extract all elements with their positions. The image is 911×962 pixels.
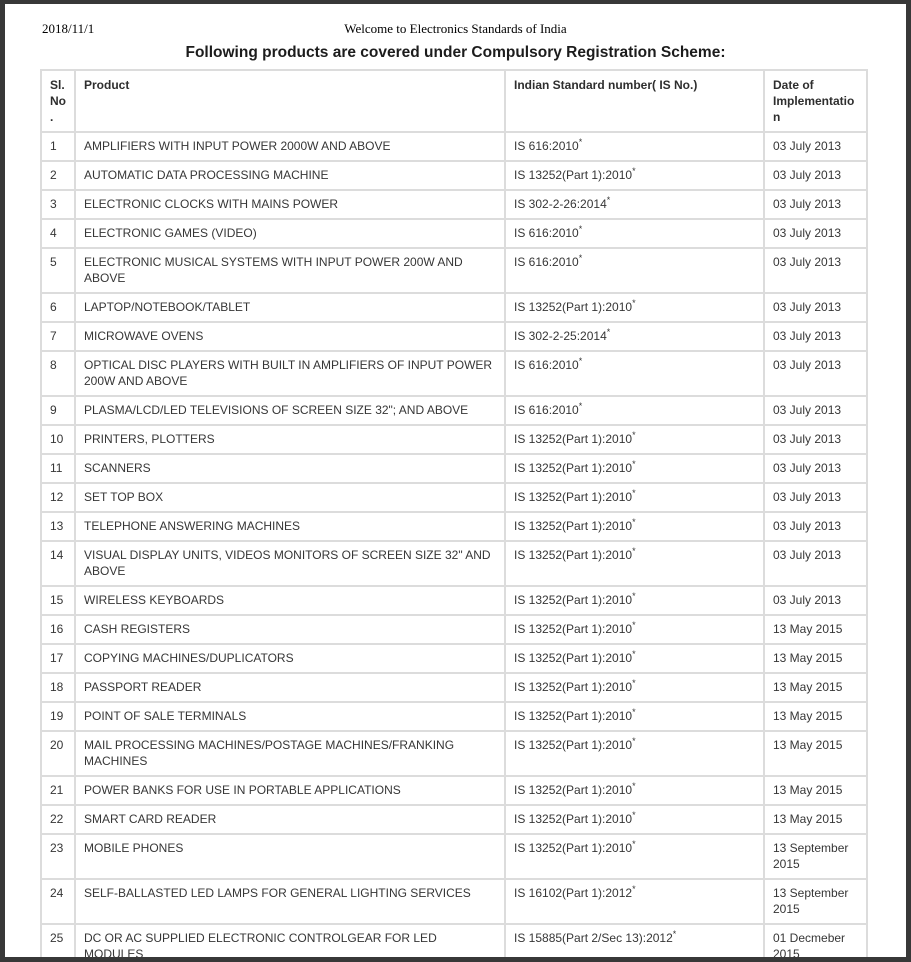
cell-date: 03 July 2013 <box>764 541 867 586</box>
table-row <box>41 483 867 512</box>
cell-product: OPTICAL DISC PLAYERS WITH BUILT IN AMPLIFIERS OF INPUT POWER 200W AND ABOVE <box>75 351 505 396</box>
cell-product: PRINTERS, PLOTTERS <box>75 425 505 454</box>
cell-sl-no: 21 <box>41 776 75 805</box>
footnote-asterisk: * <box>632 430 636 440</box>
cell-date: 03 July 2013 <box>764 586 867 615</box>
cell-date: 03 July 2013 <box>764 425 867 454</box>
table-row <box>41 132 867 161</box>
footnote-asterisk: * <box>578 253 583 263</box>
table-row <box>41 161 867 190</box>
cell-is-number: IS 616:2010* <box>505 351 764 396</box>
footnote-asterisk: * <box>632 546 636 556</box>
cell-product: ELECTRONIC CLOCKS WITH MAINS POWER <box>75 190 505 219</box>
cell-is-number: IS 13252(Part 1):2010* <box>505 776 764 805</box>
cell-product: SELF-BALLASTED LED LAMPS FOR GENERAL LIGHTING SERVICES <box>75 879 505 924</box>
cell-is-number: IS 302-2-25:2014* <box>505 322 764 351</box>
cell-product: MICROWAVE OVENS <box>75 322 505 351</box>
cell-is-number: IS 13252(Part 1):2010* <box>505 541 764 586</box>
cell-product: ELECTRONIC GAMES (VIDEO) <box>75 219 505 248</box>
footnote-asterisk: * <box>578 137 583 147</box>
cell-is-number: IS 616:2010* <box>505 396 764 425</box>
cell-sl-no: 13 <box>41 512 75 541</box>
table-row <box>41 586 867 615</box>
column-header-date: Date of Implementation <box>764 70 867 132</box>
cell-sl-no: 17 <box>41 644 75 673</box>
cell-sl-no: 6 <box>41 293 75 322</box>
footnote-asterisk: * <box>632 591 636 601</box>
cell-sl-no: 25 <box>41 924 75 962</box>
cell-is-number: IS 13252(Part 1):2010* <box>505 615 764 644</box>
cell-is-number: IS 13252(Part 1):2010* <box>505 805 764 834</box>
cell-sl-no: 5 <box>41 248 75 293</box>
cell-date: 03 July 2013 <box>764 293 867 322</box>
footnote-asterisk: * <box>578 356 583 366</box>
footnote-asterisk: * <box>632 166 636 176</box>
cell-date: 03 July 2013 <box>764 512 867 541</box>
footnote-asterisk: * <box>578 401 583 411</box>
cell-product: AMPLIFIERS WITH INPUT POWER 2000W AND ABOVE <box>75 132 505 161</box>
cell-sl-no: 23 <box>41 834 75 879</box>
cell-is-number: IS 13252(Part 1):2010* <box>505 161 764 190</box>
table-row <box>41 702 867 731</box>
cell-is-number: IS 15885(Part 2/Sec 13):2012* <box>505 924 764 962</box>
column-header-is-number: Indian Standard number( IS No.) <box>505 70 764 132</box>
table-row <box>41 834 867 879</box>
footnote-asterisk: * <box>606 327 611 337</box>
cell-date: 03 July 2013 <box>764 190 867 219</box>
cell-is-number: IS 13252(Part 1):2010* <box>505 702 764 731</box>
footnote-asterisk: * <box>632 707 636 717</box>
cell-sl-no: 10 <box>41 425 75 454</box>
table-row <box>41 351 867 396</box>
cell-product: MAIL PROCESSING MACHINES/POSTAGE MACHINES/FRANKING MACHINES <box>75 731 505 776</box>
column-header-sl-no: Sl. No. <box>41 70 75 132</box>
cell-product: DC OR AC SUPPLIED ELECTRONIC CONTROLGEAR FOR LED MODULES <box>75 924 505 962</box>
products-table <box>40 69 868 962</box>
table-row <box>41 673 867 702</box>
cell-date: 13 May 2015 <box>764 644 867 673</box>
footnote-asterisk: * <box>632 884 636 894</box>
table-row <box>41 512 867 541</box>
cell-is-number: IS 13252(Part 1):2010* <box>505 586 764 615</box>
cell-date: 03 July 2013 <box>764 161 867 190</box>
cell-is-number: IS 616:2010* <box>505 248 764 293</box>
cell-date: 03 July 2013 <box>764 396 867 425</box>
cell-sl-no: 8 <box>41 351 75 396</box>
cell-product: AUTOMATIC DATA PROCESSING MACHINE <box>75 161 505 190</box>
cell-is-number: IS 616:2010* <box>505 132 764 161</box>
footnote-asterisk: * <box>632 678 636 688</box>
footnote-asterisk: * <box>606 195 611 205</box>
column-header-product: Product <box>75 70 505 132</box>
table-row <box>41 924 867 962</box>
cell-sl-no: 7 <box>41 322 75 351</box>
cell-date: 13 May 2015 <box>764 776 867 805</box>
cell-product: TELEPHONE ANSWERING MACHINES <box>75 512 505 541</box>
table-row <box>41 219 867 248</box>
print-header-line <box>5 21 906 37</box>
cell-is-number: IS 13252(Part 1):2010* <box>505 512 764 541</box>
cell-is-number: IS 616:2010* <box>505 219 764 248</box>
cell-date: 13 May 2015 <box>764 805 867 834</box>
footnote-asterisk: * <box>632 517 636 527</box>
cell-date: 03 July 2013 <box>764 454 867 483</box>
footnote-asterisk: * <box>632 781 636 791</box>
cell-product: CASH REGISTERS <box>75 615 505 644</box>
table-row <box>41 776 867 805</box>
print-date: 2018/11/1 <box>42 21 95 36</box>
cell-product: SMART CARD READER <box>75 805 505 834</box>
cell-sl-no: 16 <box>41 615 75 644</box>
page-heading: Following products are covered under Compulsory Registration Scheme: <box>185 44 726 61</box>
cell-sl-no: 2 <box>41 161 75 190</box>
table-row <box>41 615 867 644</box>
cell-product: ELECTRONIC MUSICAL SYSTEMS WITH INPUT POWER 200W AND ABOVE <box>75 248 505 293</box>
table-header-row <box>41 70 867 132</box>
cell-is-number: IS 13252(Part 1):2010* <box>505 673 764 702</box>
footnote-asterisk: * <box>632 459 636 469</box>
cell-date: 01 Decmeber 2015 <box>764 924 867 962</box>
cell-product: LAPTOP/NOTEBOOK/TABLET <box>75 293 505 322</box>
cell-product: COPYING MACHINES/DUPLICATORS <box>75 644 505 673</box>
document-title: Welcome to Electronics Standards of India <box>344 21 567 36</box>
table-row <box>41 322 867 351</box>
table-row <box>41 425 867 454</box>
footnote-asterisk: * <box>632 298 636 308</box>
cell-product: SCANNERS <box>75 454 505 483</box>
cell-is-number: IS 13252(Part 1):2010* <box>505 454 764 483</box>
footnote-asterisk: * <box>672 929 677 939</box>
cell-date: 03 July 2013 <box>764 248 867 293</box>
table-row <box>41 805 867 834</box>
table-row <box>41 248 867 293</box>
cell-sl-no: 11 <box>41 454 75 483</box>
cell-is-number: IS 302-2-26:2014* <box>505 190 764 219</box>
cell-date: 03 July 2013 <box>764 483 867 512</box>
table-row <box>41 644 867 673</box>
cell-sl-no: 15 <box>41 586 75 615</box>
footnote-asterisk: * <box>632 620 636 630</box>
cell-date: 03 July 2013 <box>764 351 867 396</box>
footnote-asterisk: * <box>578 224 583 234</box>
cell-product: SET TOP BOX <box>75 483 505 512</box>
footnote-asterisk: * <box>632 736 636 746</box>
cell-product: PASSPORT READER <box>75 673 505 702</box>
table-row <box>41 396 867 425</box>
cell-product: POINT OF SALE TERMINALS <box>75 702 505 731</box>
cell-date: 13 May 2015 <box>764 673 867 702</box>
cell-product: WIRELESS KEYBOARDS <box>75 586 505 615</box>
cell-sl-no: 3 <box>41 190 75 219</box>
cell-sl-no: 14 <box>41 541 75 586</box>
table-row <box>41 454 867 483</box>
footnote-asterisk: * <box>632 839 636 849</box>
cell-product: VISUAL DISPLAY UNITS, VIDEOS MONITORS OF SCREEN SIZE 32" AND ABOVE <box>75 541 505 586</box>
cell-product: PLASMA/LCD/LED TELEVISIONS OF SCREEN SIZE 32"; AND ABOVE <box>75 396 505 425</box>
cell-date: 13 September 2015 <box>764 879 867 924</box>
cell-sl-no: 12 <box>41 483 75 512</box>
cell-is-number: IS 13252(Part 1):2010* <box>505 293 764 322</box>
table-row <box>41 541 867 586</box>
cell-product: POWER BANKS FOR USE IN PORTABLE APPLICATIONS <box>75 776 505 805</box>
table-row <box>41 731 867 776</box>
cell-sl-no: 18 <box>41 673 75 702</box>
cell-sl-no: 19 <box>41 702 75 731</box>
cell-sl-no: 22 <box>41 805 75 834</box>
footnote-asterisk: * <box>632 488 636 498</box>
cell-date: 13 May 2015 <box>764 615 867 644</box>
cell-date: 03 July 2013 <box>764 132 867 161</box>
cell-product: MOBILE PHONES <box>75 834 505 879</box>
cell-is-number: IS 13252(Part 1):2010* <box>505 834 764 879</box>
table-row <box>41 293 867 322</box>
cell-sl-no: 4 <box>41 219 75 248</box>
cell-sl-no: 9 <box>41 396 75 425</box>
cell-date: 13 May 2015 <box>764 702 867 731</box>
footnote-asterisk: * <box>632 649 636 659</box>
cell-sl-no: 20 <box>41 731 75 776</box>
cell-date: 03 July 2013 <box>764 219 867 248</box>
table-row <box>41 879 867 924</box>
cell-sl-no: 1 <box>41 132 75 161</box>
cell-is-number: IS 16102(Part 1):2012* <box>505 879 764 924</box>
cell-date: 13 September 2015 <box>764 834 867 879</box>
cell-date: 03 July 2013 <box>764 322 867 351</box>
cell-is-number: IS 13252(Part 1):2010* <box>505 425 764 454</box>
table-row <box>41 190 867 219</box>
cell-sl-no: 24 <box>41 879 75 924</box>
cell-is-number: IS 13252(Part 1):2010* <box>505 731 764 776</box>
footnote-asterisk: * <box>632 810 636 820</box>
cell-date: 13 May 2015 <box>764 731 867 776</box>
cell-is-number: IS 13252(Part 1):2010* <box>505 483 764 512</box>
cell-is-number: IS 13252(Part 1):2010* <box>505 644 764 673</box>
